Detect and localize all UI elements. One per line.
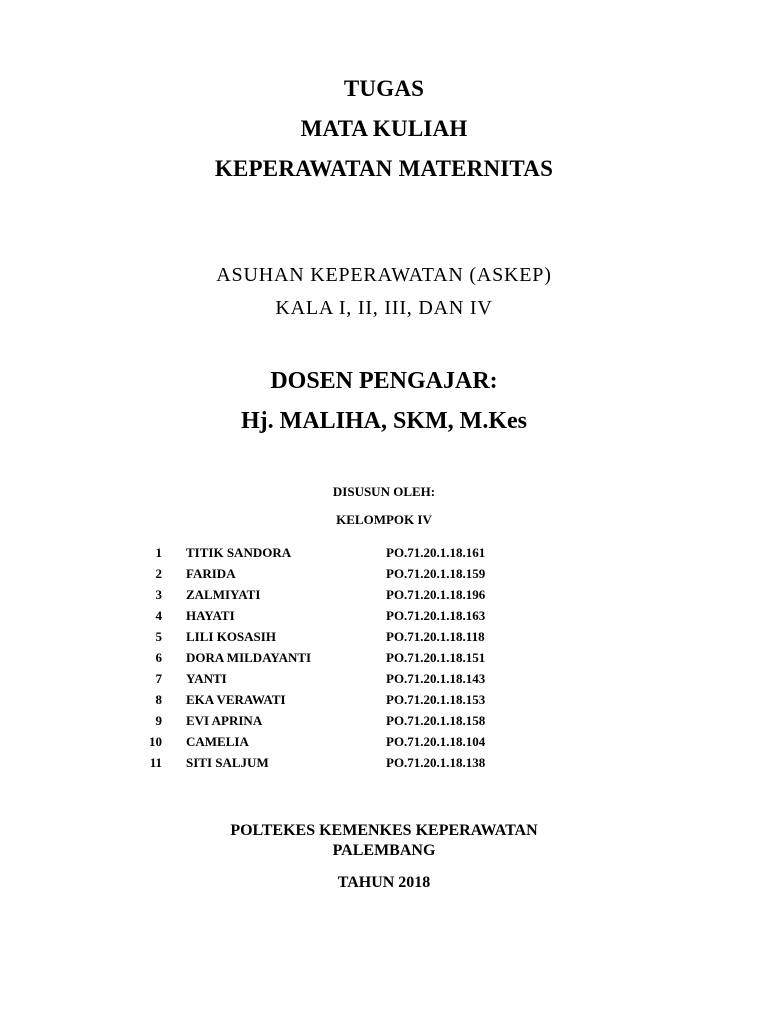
subtitle-askep: ASUHAN KEPERAWATAN (ASKEP) bbox=[216, 264, 552, 286]
member-row bbox=[0, 545, 768, 565]
member-name: YANTI bbox=[186, 671, 227, 686]
member-nim: PO.71.20.1.18.151 bbox=[386, 650, 486, 665]
member-row bbox=[0, 755, 768, 775]
member-row bbox=[0, 587, 768, 607]
member-nim: PO.71.20.1.18.138 bbox=[386, 755, 486, 770]
member-number: 4 bbox=[155, 608, 162, 623]
member-nim: PO.71.20.1.18.159 bbox=[386, 566, 486, 581]
header-title-mata-kuliah: MATA KULIAH bbox=[300, 116, 468, 141]
institution-city: PALEMBANG bbox=[332, 842, 436, 859]
member-name: SITI SALJUM bbox=[186, 755, 269, 770]
member-name: EKA VERAWATI bbox=[186, 692, 286, 707]
member-nim: PO.71.20.1.18.118 bbox=[386, 629, 485, 644]
member-nim: PO.71.20.1.18.196 bbox=[386, 587, 486, 602]
header-title-course: KEPERAWATAN MATERNITAS bbox=[214, 156, 554, 181]
member-number: 11 bbox=[149, 755, 162, 770]
lecturer-label: DOSEN PENGAJAR: bbox=[270, 368, 498, 394]
member-number: 3 bbox=[155, 587, 162, 602]
member-name: HAYATI bbox=[186, 608, 235, 623]
member-row bbox=[0, 608, 768, 628]
member-row bbox=[0, 692, 768, 712]
member-name: CAMELIA bbox=[186, 734, 249, 749]
member-nim: PO.71.20.1.18.153 bbox=[386, 692, 486, 707]
institution-name: POLTEKES KEMENKES KEPERAWATAN bbox=[230, 822, 538, 839]
member-number: 8 bbox=[155, 692, 162, 707]
member-number: 5 bbox=[155, 629, 162, 644]
member-name: FARIDA bbox=[186, 566, 236, 581]
member-nim: PO.71.20.1.18.163 bbox=[386, 608, 486, 623]
compiled-by-label: DISUSUN OLEH: bbox=[332, 484, 436, 499]
member-nim: PO.71.20.1.18.104 bbox=[386, 734, 486, 749]
member-row bbox=[0, 629, 768, 649]
member-row bbox=[0, 671, 768, 691]
member-name: DORA MILDAYANTI bbox=[186, 650, 312, 665]
member-number: 2 bbox=[155, 566, 162, 581]
member-row bbox=[0, 566, 768, 586]
member-number: 6 bbox=[155, 650, 162, 665]
member-row bbox=[0, 713, 768, 733]
member-name: ZALMIYATI bbox=[186, 587, 261, 602]
member-number: 7 bbox=[155, 671, 162, 686]
lecturer-name: Hj. MALIHA, SKM, M.Kes bbox=[241, 408, 527, 434]
subtitle-kala: KALA I, II, III, DAN IV bbox=[275, 297, 493, 319]
member-name: TITIK SANDORA bbox=[186, 545, 292, 560]
member-row bbox=[0, 650, 768, 670]
member-number: 1 bbox=[155, 545, 162, 560]
group-name: KELOMPOK IV bbox=[336, 512, 432, 527]
member-number: 10 bbox=[149, 734, 162, 749]
member-nim: PO.71.20.1.18.161 bbox=[386, 545, 486, 560]
header-title-tugas: TUGAS bbox=[343, 76, 425, 101]
document-year: TAHUN 2018 bbox=[337, 874, 431, 891]
member-nim: PO.71.20.1.18.158 bbox=[386, 713, 486, 728]
member-name: LILI KOSASIH bbox=[186, 629, 276, 644]
member-nim: PO.71.20.1.18.143 bbox=[386, 671, 486, 686]
member-row bbox=[0, 734, 768, 754]
member-number: 9 bbox=[155, 713, 162, 728]
member-name: EVI APRINA bbox=[186, 713, 263, 728]
